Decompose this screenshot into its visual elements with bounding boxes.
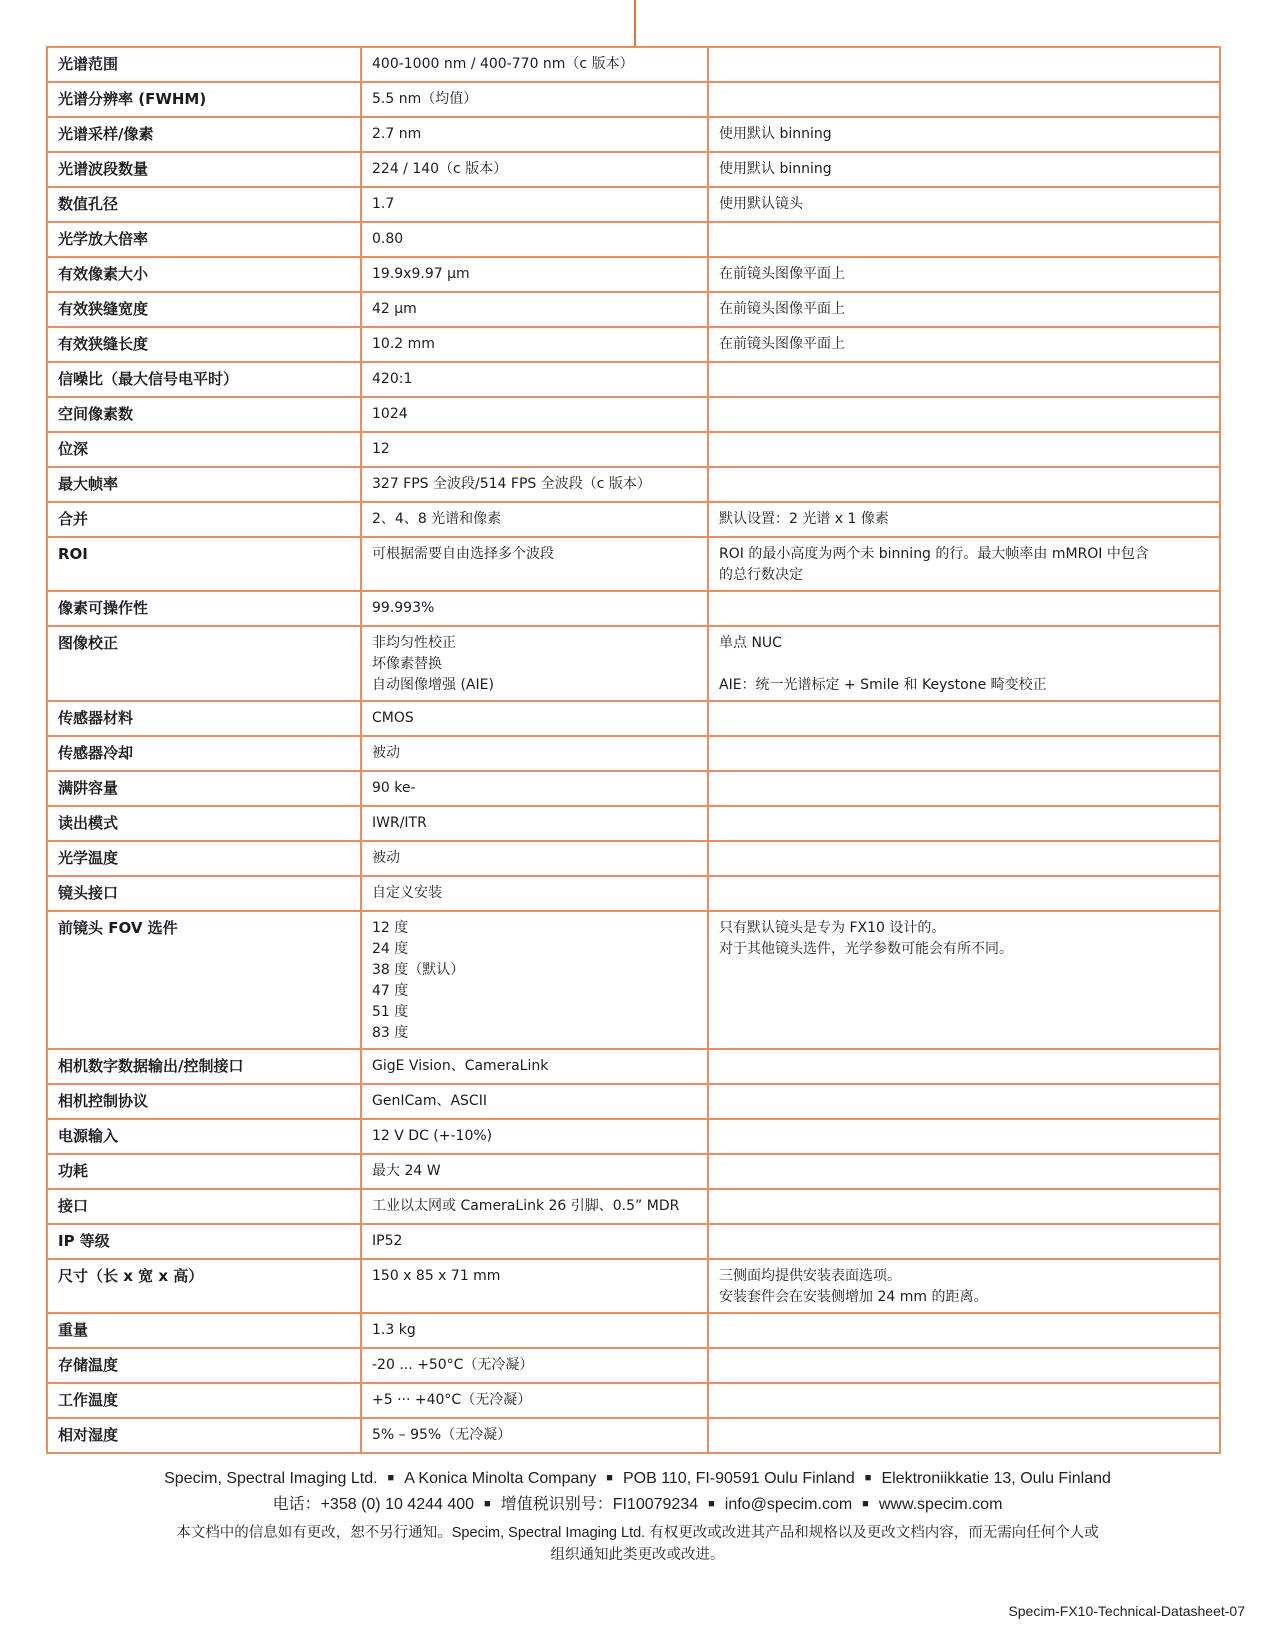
spec-value <box>361 806 708 841</box>
spec-note <box>708 1119 1220 1154</box>
spec-value-line: 150 x 85 x 71 mm <box>372 1268 501 1284</box>
spec-label: 光学温度 <box>47 841 361 876</box>
spec-row <box>47 152 1220 187</box>
spec-value-line: CMOS <box>372 710 414 726</box>
spec-value-line: 2.7 nm <box>372 126 422 142</box>
spec-note <box>708 82 1220 117</box>
spec-value <box>361 1259 708 1313</box>
spec-note-line: 在前镜头图像平面上 <box>719 301 845 317</box>
spec-row <box>47 1418 1220 1453</box>
spec-value-line: 10.2 mm <box>372 336 435 352</box>
top-divider-line <box>634 0 636 46</box>
spec-value <box>361 736 708 771</box>
spec-label: 光谱波段数量 <box>47 152 361 187</box>
spec-value-line: 420:1 <box>372 371 413 387</box>
spec-value <box>361 771 708 806</box>
spec-note <box>708 222 1220 257</box>
disclaimer-line-1: 本文档中的信息如有更改，恕不另行通知。Specim, Spectral Imaging Ltd. 有权更改或改进其产品和规格以及更改文档内容，而无需向任何个人或 <box>176 1525 1099 1541</box>
spec-row <box>47 626 1220 701</box>
spec-value-line: 12 V DC (+-10%) <box>372 1128 493 1144</box>
spec-value <box>361 397 708 432</box>
spec-label: 重量 <box>47 1313 361 1348</box>
spec-value-line: IWR/ITR <box>372 815 427 831</box>
spec-row <box>47 736 1220 771</box>
spec-label: 镜头接口 <box>47 876 361 911</box>
spec-note <box>708 626 1220 701</box>
spec-label: 光谱范围 <box>47 47 361 82</box>
spec-note <box>708 1313 1220 1348</box>
spec-label: 满阱容量 <box>47 771 361 806</box>
spec-row <box>47 911 1220 1049</box>
spec-value-line: +5 ··· +40°C（无冷凝） <box>372 1392 532 1408</box>
spec-value-line: 224 / 140（c 版本） <box>372 161 508 177</box>
spec-note <box>708 502 1220 537</box>
spec-note <box>708 1259 1220 1313</box>
spec-table <box>46 46 1221 1454</box>
email-link[interactable]: info@specim.com <box>724 1496 853 1513</box>
spec-value <box>361 187 708 222</box>
company-street-address: Elektroniikkatie 13, Oulu Finland <box>881 1470 1111 1487</box>
spec-value-line: 非均匀性校正 <box>372 635 456 651</box>
spec-value-line: 自动图像增强 (AIE) <box>372 677 494 693</box>
spec-label: 信噪比（最大信号电平时） <box>47 362 361 397</box>
vat-number: 增值税识别号：FI10079234 <box>500 1496 699 1513</box>
spec-value <box>361 1224 708 1259</box>
spec-value <box>361 1154 708 1189</box>
spec-value-line: 5.5 nm（均值） <box>372 91 478 107</box>
spec-note <box>708 1154 1220 1189</box>
spec-label: 光学放大倍率 <box>47 222 361 257</box>
spec-value-line: 最大 24 W <box>372 1163 441 1179</box>
spec-label: 电源输入 <box>47 1119 361 1154</box>
spec-value-line: 可根据需要自由选择多个波段 <box>372 546 554 562</box>
spec-row <box>47 1224 1220 1259</box>
spec-row <box>47 502 1220 537</box>
spec-label: 位深 <box>47 432 361 467</box>
spec-value-line: 12 <box>372 441 390 457</box>
spec-value <box>361 222 708 257</box>
separator-icon: ■ <box>862 1498 869 1510</box>
spec-value-line: 83 度 <box>372 1025 409 1041</box>
contact-info-line <box>60 1492 1215 1517</box>
spec-value <box>361 47 708 82</box>
spec-row <box>47 432 1220 467</box>
spec-value <box>361 1189 708 1224</box>
spec-value <box>361 1383 708 1418</box>
spec-row <box>47 701 1220 736</box>
spec-value <box>361 362 708 397</box>
spec-value <box>361 876 708 911</box>
spec-note <box>708 1418 1220 1453</box>
spec-value <box>361 292 708 327</box>
spec-value-line: 2、4、8 光谱和像素 <box>372 511 502 527</box>
spec-row <box>47 537 1220 591</box>
spec-row <box>47 1189 1220 1224</box>
company-name: Specim, Spectral Imaging Ltd. <box>164 1470 378 1487</box>
spec-label: 尺寸（长 x 宽 x 高） <box>47 1259 361 1313</box>
disclaimer-line-2: 组织通知此类更改或改进。 <box>550 1547 725 1563</box>
company-info-line <box>60 1466 1215 1491</box>
spec-label: 有效像素大小 <box>47 257 361 292</box>
spec-value <box>361 841 708 876</box>
spec-note <box>708 432 1220 467</box>
spec-value-line: 42 µm <box>372 301 417 317</box>
spec-note <box>708 1049 1220 1084</box>
spec-label: 图像校正 <box>47 626 361 701</box>
spec-note-line: AIE：统一光谱标定 + Smile 和 Keystone 畸变校正 <box>719 677 1047 693</box>
spec-value-line: 24 度 <box>372 941 409 957</box>
spec-row <box>47 82 1220 117</box>
spec-note <box>708 771 1220 806</box>
spec-label: 光谱采样/像素 <box>47 117 361 152</box>
spec-row <box>47 47 1220 82</box>
spec-value <box>361 152 708 187</box>
spec-note-line: ROI 的最小高度为两个未 binning 的行。最大帧率由 mMROI 中包含 <box>719 546 1149 562</box>
spec-row <box>47 806 1220 841</box>
spec-note-line: 默认设置：2 光谱 x 1 像素 <box>719 511 889 527</box>
spec-note <box>708 257 1220 292</box>
spec-label: 空间像素数 <box>47 397 361 432</box>
spec-label: 相机数字数据输出/控制接口 <box>47 1049 361 1084</box>
spec-value <box>361 1049 708 1084</box>
spec-label: 合并 <box>47 502 361 537</box>
spec-value-line: 1.7 <box>372 196 395 212</box>
spec-note <box>708 537 1220 591</box>
spec-label: 有效狭缝长度 <box>47 327 361 362</box>
spec-row <box>47 222 1220 257</box>
spec-row <box>47 187 1220 222</box>
spec-value-line: IP52 <box>372 1233 403 1249</box>
separator-icon: ■ <box>606 1472 613 1484</box>
company-postal-address: POB 110, FI-90591 Oulu Finland <box>622 1470 855 1487</box>
spec-value <box>361 1119 708 1154</box>
spec-note <box>708 117 1220 152</box>
spec-value-line: 51 度 <box>372 1004 409 1020</box>
spec-value-line: 327 FPS 全波段/514 FPS 全波段（c 版本） <box>372 476 651 492</box>
spec-row <box>47 1154 1220 1189</box>
spec-note <box>708 591 1220 626</box>
spec-value <box>361 257 708 292</box>
spec-note-line: 使用默认 binning <box>719 126 832 142</box>
spec-note-line: 使用默认镜头 <box>719 196 803 212</box>
spec-note <box>708 1224 1220 1259</box>
spec-note <box>708 1189 1220 1224</box>
spec-row <box>47 1313 1220 1348</box>
spec-note-line: 单点 NUC <box>719 635 782 651</box>
spec-label: 工作温度 <box>47 1383 361 1418</box>
spec-label: 读出模式 <box>47 806 361 841</box>
spec-note-line: 的总行数决定 <box>719 567 803 583</box>
spec-label: 数值孔径 <box>47 187 361 222</box>
spec-note-line: 在前镜头图像平面上 <box>719 336 845 352</box>
spec-row <box>47 1084 1220 1119</box>
spec-label: 前镜头 FOV 选件 <box>47 911 361 1049</box>
separator-icon: ■ <box>864 1472 872 1484</box>
spec-note <box>708 1383 1220 1418</box>
spec-row <box>47 257 1220 292</box>
spec-note-line: 只有默认镜头是专为 FX10 设计的。 <box>719 920 946 936</box>
spec-row <box>47 841 1220 876</box>
spec-value-line: 工业以太网或 CameraLink 26 引脚、0.5” MDR <box>372 1198 680 1214</box>
spec-label: IP 等级 <box>47 1224 361 1259</box>
spec-label: 相机控制协议 <box>47 1084 361 1119</box>
spec-value <box>361 537 708 591</box>
spec-label: 传感器材料 <box>47 701 361 736</box>
separator-icon: ■ <box>708 1498 715 1510</box>
spec-value-line: -20 ... +50°C（无冷凝） <box>372 1357 534 1373</box>
spec-value <box>361 327 708 362</box>
spec-note <box>708 187 1220 222</box>
spec-value-line: 自定义安装 <box>372 885 442 901</box>
spec-note <box>708 362 1220 397</box>
spec-note <box>708 152 1220 187</box>
spec-value-line: 12 度 <box>372 920 409 936</box>
spec-value-line: 90 ke- <box>372 780 416 796</box>
spec-note <box>708 1084 1220 1119</box>
spec-note <box>708 467 1220 502</box>
spec-note <box>708 876 1220 911</box>
spec-label: 传感器冷却 <box>47 736 361 771</box>
spec-row <box>47 1383 1220 1418</box>
separator-icon: ■ <box>387 1472 395 1484</box>
spec-value <box>361 626 708 701</box>
spec-value-line: 38 度（默认） <box>372 962 465 978</box>
spec-row <box>47 362 1220 397</box>
spec-value <box>361 467 708 502</box>
spec-value-line: 5% – 95%（无冷凝） <box>372 1427 512 1443</box>
spec-note <box>708 327 1220 362</box>
document-id: Specim-FX10-Technical-Datasheet-07 <box>1008 1603 1245 1619</box>
spec-value-line: 1024 <box>372 406 408 422</box>
spec-label: 像素可操作性 <box>47 591 361 626</box>
spec-value <box>361 701 708 736</box>
company-parent: A Konica Minolta Company <box>404 1470 597 1487</box>
spec-row <box>47 1119 1220 1154</box>
spec-row <box>47 771 1220 806</box>
spec-value <box>361 1418 708 1453</box>
spec-label: 功耗 <box>47 1154 361 1189</box>
phone-number: 电话：+358 (0) 10 4244 400 <box>272 1496 475 1513</box>
spec-value-line: 99.993% <box>372 600 435 616</box>
spec-note-line: 三侧面均提供安装表面选项。 <box>719 1268 901 1284</box>
spec-row <box>47 467 1220 502</box>
spec-note-line: 对于其他镜头选件，光学参数可能会有所不同。 <box>719 941 1013 957</box>
spec-value <box>361 1084 708 1119</box>
spec-value <box>361 911 708 1049</box>
spec-value-line: 坏像素替换 <box>372 656 442 672</box>
spec-row <box>47 591 1220 626</box>
spec-value-line: 400-1000 nm / 400-770 nm（c 版本） <box>372 56 634 72</box>
spec-label: 光谱分辨率 (FWHM) <box>47 82 361 117</box>
spec-value-line: 被动 <box>372 745 400 761</box>
spec-note <box>708 806 1220 841</box>
spec-value-line: 0.80 <box>372 231 404 247</box>
spec-label: 最大帧率 <box>47 467 361 502</box>
spec-row <box>47 397 1220 432</box>
spec-note-line: 安装套件会在安装侧增加 24 mm 的距离。 <box>719 1289 988 1305</box>
spec-note <box>708 1348 1220 1383</box>
spec-label: 存储温度 <box>47 1348 361 1383</box>
spec-row <box>47 292 1220 327</box>
spec-row <box>47 327 1220 362</box>
spec-note <box>708 292 1220 327</box>
spec-value-line: GigE Vision、CameraLink <box>372 1058 549 1074</box>
spec-label: ROI <box>47 537 361 591</box>
spec-note <box>708 736 1220 771</box>
spec-value-line: 1.3 kg <box>372 1322 416 1338</box>
spec-note-line <box>719 654 1209 675</box>
spec-note <box>708 47 1220 82</box>
spec-note <box>708 911 1220 1049</box>
spec-value-line: GenICam、ASCII <box>372 1093 487 1109</box>
spec-value-line: 19.9x9.97 µm <box>372 266 470 282</box>
spec-value <box>361 502 708 537</box>
spec-note-line: 在前镜头图像平面上 <box>719 266 845 282</box>
spec-value <box>361 1348 708 1383</box>
separator-icon: ■ <box>484 1498 491 1510</box>
spec-row <box>47 1348 1220 1383</box>
spec-value <box>361 1313 708 1348</box>
spec-note-line: 使用默认 binning <box>719 161 832 177</box>
spec-row <box>47 1259 1220 1313</box>
website-link[interactable]: www.specim.com <box>878 1496 1003 1513</box>
spec-row <box>47 117 1220 152</box>
spec-value <box>361 591 708 626</box>
spec-row <box>47 876 1220 911</box>
spec-label: 有效狭缝宽度 <box>47 292 361 327</box>
spec-value-line: 47 度 <box>372 983 409 999</box>
spec-note <box>708 701 1220 736</box>
spec-value <box>361 82 708 117</box>
spec-row <box>47 1049 1220 1084</box>
spec-label: 接口 <box>47 1189 361 1224</box>
spec-value-line: 被动 <box>372 850 400 866</box>
spec-note <box>708 841 1220 876</box>
spec-label: 相对湿度 <box>47 1418 361 1453</box>
spec-note <box>708 397 1220 432</box>
spec-value <box>361 432 708 467</box>
spec-value <box>361 117 708 152</box>
